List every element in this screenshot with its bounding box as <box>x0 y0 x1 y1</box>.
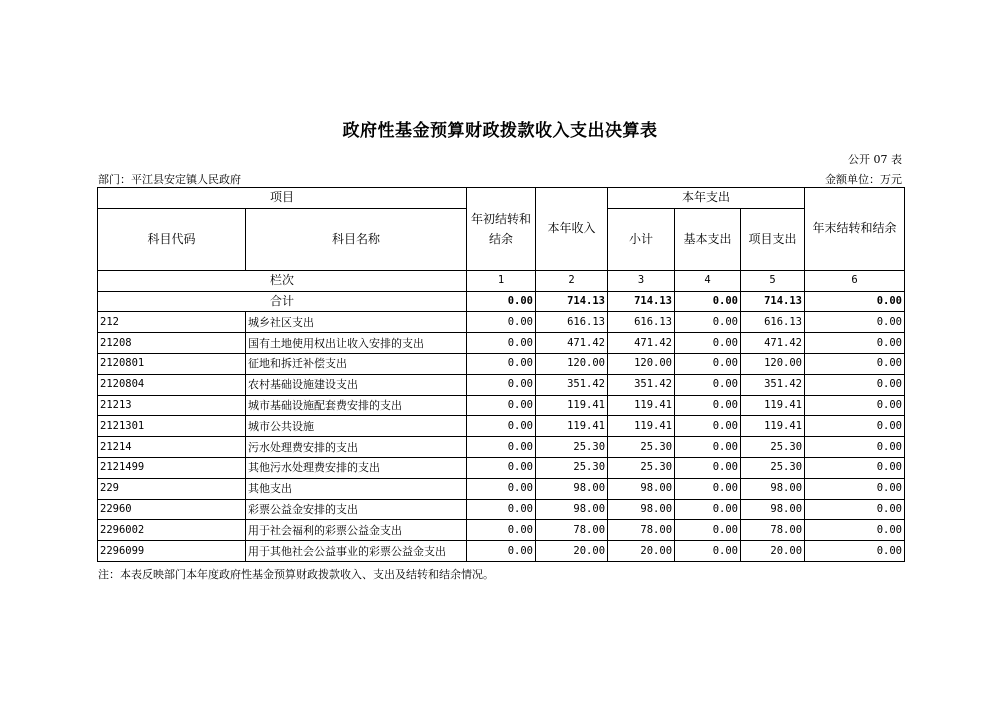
table-row <box>98 541 905 562</box>
total-carry-end: 0.00 <box>805 291 905 312</box>
table-row <box>98 395 905 416</box>
table-row <box>98 478 905 499</box>
subject-code: 21208 <box>98 333 246 354</box>
total-project: 714.13 <box>741 291 805 312</box>
subject-name: 用于其他社会公益事业的彩票公益金支出 <box>246 541 467 562</box>
total-row <box>98 291 905 312</box>
cell-subtotal: 119.41 <box>608 416 675 437</box>
subject-name: 其他支出 <box>246 478 467 499</box>
table-row <box>98 374 905 395</box>
subject-code: 212 <box>98 312 246 333</box>
department-label: 部门：平江县安定镇人民政府 <box>98 173 241 186</box>
header-expense-group: 本年支出 <box>608 188 805 209</box>
total-carry-begin: 0.00 <box>467 291 536 312</box>
table-row <box>98 312 905 333</box>
subject-code: 2296002 <box>98 520 246 541</box>
column-index-4: 4 <box>675 270 741 291</box>
cell-carry-begin: 0.00 <box>467 499 536 520</box>
budget-table <box>97 187 905 562</box>
cell-carry-begin: 0.00 <box>467 541 536 562</box>
subject-name: 污水处理费安排的支出 <box>246 437 467 458</box>
cell-carry-end: 0.00 <box>805 541 905 562</box>
cell-income: 20.00 <box>536 541 608 562</box>
subject-code: 229 <box>98 478 246 499</box>
cell-income: 471.42 <box>536 333 608 354</box>
cell-carry-end: 0.00 <box>805 457 905 478</box>
cell-basic: 0.00 <box>675 478 741 499</box>
subject-name: 其他污水处理费安排的支出 <box>246 457 467 478</box>
cell-carry-begin: 0.00 <box>467 520 536 541</box>
cell-basic: 0.00 <box>675 374 741 395</box>
cell-income: 25.30 <box>536 457 608 478</box>
header-subtotal: 小计 <box>608 208 675 270</box>
cell-income: 98.00 <box>536 499 608 520</box>
column-index-2: 2 <box>536 270 608 291</box>
form-number: 公开 07 表 <box>848 153 902 166</box>
cell-project: 25.30 <box>741 437 805 458</box>
header-project: 项目支出 <box>741 208 805 270</box>
subject-code: 22960 <box>98 499 246 520</box>
cell-carry-end: 0.00 <box>805 312 905 333</box>
cell-basic: 0.00 <box>675 312 741 333</box>
header-code: 科目代码 <box>98 208 246 270</box>
cell-carry-end: 0.00 <box>805 333 905 354</box>
subject-name: 国有土地使用权出让收入安排的支出 <box>246 333 467 354</box>
cell-project: 119.41 <box>741 416 805 437</box>
table-row <box>98 353 905 374</box>
table-row <box>98 437 905 458</box>
cell-basic: 0.00 <box>675 541 741 562</box>
cell-subtotal: 25.30 <box>608 457 675 478</box>
cell-income: 120.00 <box>536 353 608 374</box>
cell-project: 98.00 <box>741 478 805 499</box>
cell-carry-end: 0.00 <box>805 374 905 395</box>
cell-basic: 0.00 <box>675 416 741 437</box>
cell-income: 616.13 <box>536 312 608 333</box>
subject-name: 城乡社区支出 <box>246 312 467 333</box>
subject-name: 彩票公益金安排的支出 <box>246 499 467 520</box>
cell-carry-begin: 0.00 <box>467 416 536 437</box>
cell-project: 78.00 <box>741 520 805 541</box>
subject-name: 城市公共设施 <box>246 416 467 437</box>
cell-carry-begin: 0.00 <box>467 395 536 416</box>
header-carry-begin: 年初结转和结余 <box>467 188 536 271</box>
header-income: 本年收入 <box>536 188 608 271</box>
total-subtotal: 714.13 <box>608 291 675 312</box>
cell-income: 98.00 <box>536 478 608 499</box>
table-row <box>98 499 905 520</box>
cell-subtotal: 98.00 <box>608 478 675 499</box>
cell-project: 20.00 <box>741 541 805 562</box>
cell-carry-end: 0.00 <box>805 395 905 416</box>
cell-subtotal: 119.41 <box>608 395 675 416</box>
subject-code: 2121301 <box>98 416 246 437</box>
cell-carry-begin: 0.00 <box>467 312 536 333</box>
column-index-label: 栏次 <box>98 270 467 291</box>
subject-code: 2121499 <box>98 457 246 478</box>
cell-carry-end: 0.00 <box>805 416 905 437</box>
subject-code: 2120804 <box>98 374 246 395</box>
table-row <box>98 333 905 354</box>
column-index-3: 3 <box>608 270 675 291</box>
column-index-5: 5 <box>741 270 805 291</box>
cell-subtotal: 471.42 <box>608 333 675 354</box>
total-label: 合计 <box>98 291 467 312</box>
cell-subtotal: 98.00 <box>608 499 675 520</box>
cell-subtotal: 78.00 <box>608 520 675 541</box>
cell-project: 351.42 <box>741 374 805 395</box>
cell-carry-begin: 0.00 <box>467 374 536 395</box>
cell-carry-begin: 0.00 <box>467 478 536 499</box>
cell-subtotal: 20.00 <box>608 541 675 562</box>
cell-income: 25.30 <box>536 437 608 458</box>
cell-subtotal: 351.42 <box>608 374 675 395</box>
cell-carry-end: 0.00 <box>805 520 905 541</box>
table-row <box>98 457 905 478</box>
subject-name: 征地和拆迁补偿支出 <box>246 353 467 374</box>
cell-subtotal: 25.30 <box>608 437 675 458</box>
total-basic: 0.00 <box>675 291 741 312</box>
cell-project: 616.13 <box>741 312 805 333</box>
subject-name: 农村基础设施建设支出 <box>246 374 467 395</box>
cell-carry-end: 0.00 <box>805 437 905 458</box>
table-row <box>98 416 905 437</box>
cell-basic: 0.00 <box>675 353 741 374</box>
cell-income: 119.41 <box>536 395 608 416</box>
cell-project: 120.00 <box>741 353 805 374</box>
cell-income: 78.00 <box>536 520 608 541</box>
header-carry-end: 年末结转和结余 <box>805 188 905 271</box>
footnote: 注：本表反映部门本年度政府性基金预算财政拨款收入、支出及结转和结余情况。 <box>98 568 494 581</box>
subject-code: 2296099 <box>98 541 246 562</box>
cell-carry-end: 0.00 <box>805 478 905 499</box>
header-basic: 基本支出 <box>675 208 741 270</box>
header-name: 科目名称 <box>246 208 467 270</box>
cell-carry-begin: 0.00 <box>467 437 536 458</box>
cell-basic: 0.00 <box>675 333 741 354</box>
cell-project: 25.30 <box>741 457 805 478</box>
cell-basic: 0.00 <box>675 499 741 520</box>
total-income: 714.13 <box>536 291 608 312</box>
cell-carry-begin: 0.00 <box>467 353 536 374</box>
cell-basic: 0.00 <box>675 437 741 458</box>
unit-label: 金额单位：万元 <box>825 173 902 186</box>
cell-income: 119.41 <box>536 416 608 437</box>
cell-carry-begin: 0.00 <box>467 457 536 478</box>
cell-subtotal: 120.00 <box>608 353 675 374</box>
subject-name: 用于社会福利的彩票公益金支出 <box>246 520 467 541</box>
cell-carry-end: 0.00 <box>805 499 905 520</box>
column-index-6: 6 <box>805 270 905 291</box>
subject-name: 城市基础设施配套费安排的支出 <box>246 395 467 416</box>
subject-code: 21214 <box>98 437 246 458</box>
table-title: 政府性基金预算财政拨款收入支出决算表 <box>342 121 658 141</box>
cell-carry-end: 0.00 <box>805 353 905 374</box>
cell-project: 119.41 <box>741 395 805 416</box>
cell-subtotal: 616.13 <box>608 312 675 333</box>
subject-code: 2120801 <box>98 353 246 374</box>
cell-project: 98.00 <box>741 499 805 520</box>
header-item: 项目 <box>98 188 467 209</box>
subject-code: 21213 <box>98 395 246 416</box>
cell-income: 351.42 <box>536 374 608 395</box>
cell-basic: 0.00 <box>675 457 741 478</box>
cell-basic: 0.00 <box>675 520 741 541</box>
table-row <box>98 520 905 541</box>
column-index-1: 1 <box>467 270 536 291</box>
cell-project: 471.42 <box>741 333 805 354</box>
cell-basic: 0.00 <box>675 395 741 416</box>
cell-carry-begin: 0.00 <box>467 333 536 354</box>
